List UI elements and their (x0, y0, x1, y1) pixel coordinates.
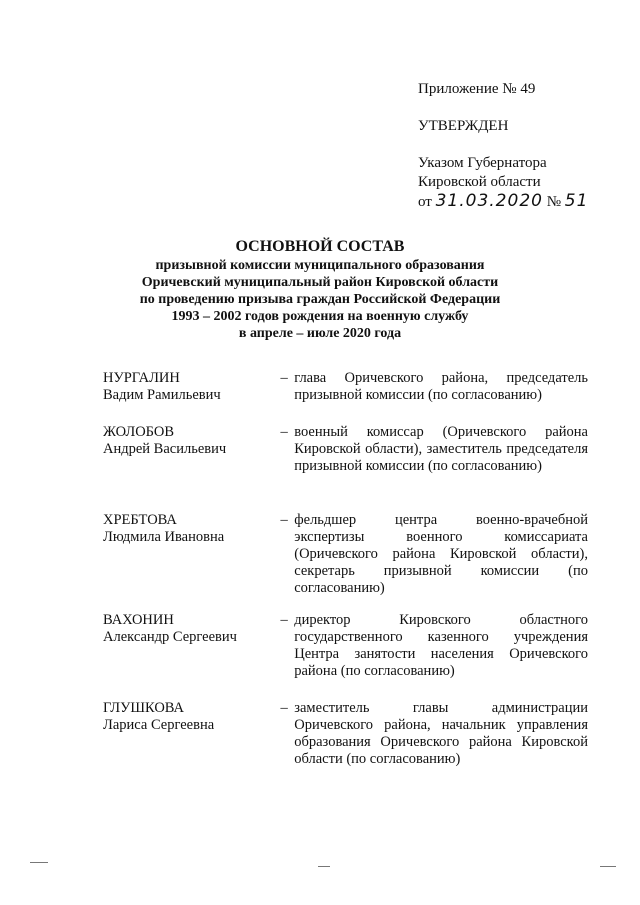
heading-line: по проведению призыва граждан Российской Федерации (139, 292, 501, 307)
scan-artifact (30, 862, 48, 863)
member-dash: – (280, 612, 288, 628)
decree-line-2: Кировской области (418, 174, 541, 190)
heading-title: ОСНОВНОЙ СОСТАВ (235, 238, 405, 255)
member-given-name: Людмила Ивановна (103, 529, 225, 545)
member-given-name: Андрей Васильевич (103, 441, 227, 457)
approval-block (418, 80, 618, 211)
heading-line: в апреле – июле 2020 года (238, 326, 402, 341)
member-name (103, 700, 280, 780)
commission-members-list (103, 370, 588, 780)
member-entry (103, 612, 588, 700)
member-surname: ГЛУШКОВА (103, 700, 185, 716)
member-dash: – (280, 512, 288, 528)
member-dash: – (280, 370, 288, 386)
member-given-name: Лариса Сергеевна (103, 717, 215, 733)
member-name (103, 612, 280, 700)
member-entry (103, 700, 588, 780)
member-given-name: Александр Сергеевич (103, 629, 237, 645)
member-name (103, 424, 280, 512)
heading-line: 1993 – 2002 годов рождения на военную службу (171, 309, 469, 324)
member-name (103, 370, 280, 424)
approved-label: УТВЕРЖДЕН (418, 118, 509, 134)
member-role: военный комиссар (Оричевского района Кировской области), заместитель председателя призывной комиссии (по согласованию) (294, 424, 588, 474)
member-entry (103, 512, 588, 612)
heading-line: Оричевский муниципальный район Кировской области (141, 275, 499, 290)
decree-date-line (418, 192, 618, 211)
number-prefix: № (546, 194, 562, 210)
member-surname: ХРЕБТОВА (103, 512, 177, 528)
date-prefix: от (418, 194, 432, 210)
member-role: директор Кировского областного государственного казенного учреждения Центра занятости населения Оричевского района (по согласованию) (294, 612, 588, 679)
member-name (103, 512, 280, 612)
member-entry (103, 424, 588, 512)
scan-artifact (318, 866, 330, 867)
member-surname: ЖОЛОБОВ (103, 424, 175, 440)
scan-artifact (600, 866, 616, 867)
heading-line: призывной комиссии муниципального образования (155, 258, 485, 273)
member-surname: ВАХОНИН (103, 612, 174, 628)
handwritten-number: 51 (564, 191, 589, 211)
member-surname: НУРГАЛИН (103, 370, 180, 386)
member-given-name: Вадим Рамильевич (103, 387, 221, 403)
appendix-number: Приложение № 49 (418, 81, 536, 97)
handwritten-date: 31.03.2020 (435, 191, 543, 211)
member-dash: – (280, 700, 288, 716)
member-role: глава Оричевского района, председатель призывной комиссии (по согласованию) (294, 370, 588, 403)
member-entry (103, 370, 588, 424)
member-dash: – (280, 424, 288, 440)
document-heading (90, 238, 550, 342)
member-role: фельдшер центра военно-врачебной экспертизы военного комиссариата (Оричевского района Кировской области), секретарь призывной комиссии (по согласованию) (294, 512, 588, 596)
member-role: заместитель главы администрации Оричевского района, начальник управления образования Оричевского района Кировской области (по согласованию) (294, 700, 588, 767)
decree-line-1: Указом Губернатора (418, 155, 547, 171)
